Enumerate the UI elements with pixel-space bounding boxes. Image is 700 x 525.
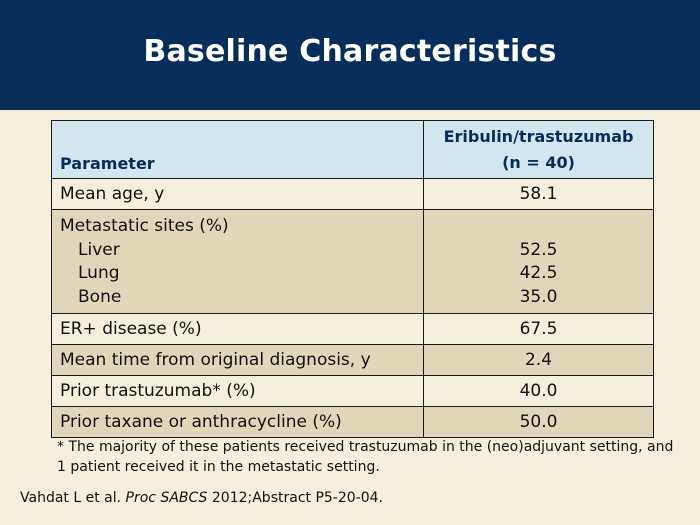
citation-details: 2012;Abstract P5-20-04. xyxy=(207,490,383,506)
table-row xyxy=(52,210,654,314)
table-row xyxy=(52,314,654,345)
row-value: 40.0 xyxy=(424,376,654,407)
row-label-group xyxy=(52,210,424,314)
citation-journal: Proc SABCS xyxy=(125,490,208,506)
row-label: Prior taxane or anthracycline (%) xyxy=(52,407,424,438)
column-header-drug-name: Eribulin/trastuzumab xyxy=(443,126,634,146)
row-label: Prior trastuzumab* (%) xyxy=(52,376,424,407)
row-label: Mean age, y xyxy=(52,179,424,210)
table-row xyxy=(52,345,654,376)
footnote: * The majority of these patients received trastuzumab in the (neo)adjuvant setting, and 1 patient received it in the metastatic setting. xyxy=(57,439,674,475)
citation xyxy=(20,490,383,506)
row-label: Mean time from original diagnosis, y xyxy=(52,345,424,376)
row-value-group xyxy=(424,210,654,314)
column-header-n: (n = 40) xyxy=(502,152,575,172)
sub-row-label: Bone xyxy=(78,286,122,307)
row-value: 58.1 xyxy=(424,179,654,210)
table-row xyxy=(52,179,654,210)
sub-row-label: Lung xyxy=(78,263,120,283)
row-value: 50.0 xyxy=(424,407,654,438)
table-row xyxy=(52,376,654,407)
table-header-row xyxy=(52,121,654,179)
sub-row-value: 35.0 xyxy=(519,286,558,307)
slide-title: Baseline Characteristics xyxy=(143,33,557,69)
row-value: 67.5 xyxy=(424,314,654,345)
column-header-parameter: Parameter xyxy=(52,121,424,179)
citation-authors: Vahdat L et al. xyxy=(20,490,126,506)
row-value: 2.4 xyxy=(424,345,654,376)
row-label: Metastatic sites (%) xyxy=(60,216,229,236)
column-header-eribulin xyxy=(424,121,654,179)
sub-row-value: 42.5 xyxy=(519,263,558,283)
row-label: ER+ disease (%) xyxy=(52,314,424,345)
table-row xyxy=(52,407,654,438)
baseline-characteristics-table xyxy=(51,120,654,438)
sub-row-value: 52.5 xyxy=(519,239,558,260)
title-bar xyxy=(0,0,700,110)
sub-row-label: Liver xyxy=(78,239,120,260)
